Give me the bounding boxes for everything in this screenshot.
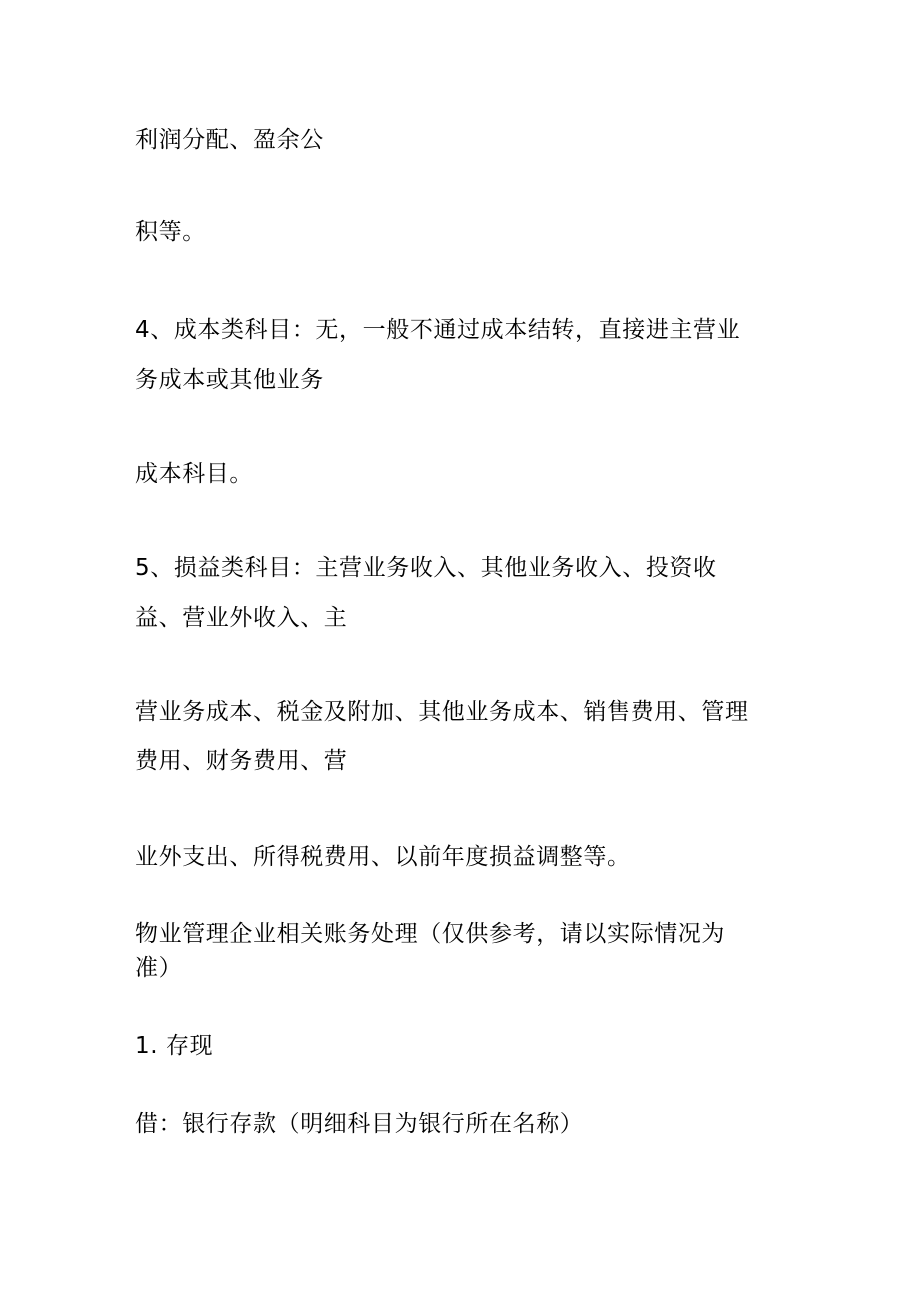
text-line: 1. 存现: [135, 1033, 214, 1059]
text-line: 积等。: [135, 219, 206, 245]
text-line: 5、损益类科目：主营业务收入、其他业务收入、投资收: [135, 555, 717, 581]
text-line: 4、成本类科目：无，一般不通过成本结转，直接进主营业: [135, 317, 741, 343]
text-line: 成本科目。: [135, 461, 253, 487]
text-line: 业外支出、所得税费用、以前年度损益调整等。: [135, 844, 631, 870]
text-line: 费用、财务费用、营: [135, 748, 348, 774]
text-line: 务成本或其他业务: [135, 367, 324, 393]
text-line: 借：银行存款（明细科目为银行所在名称）: [135, 1111, 584, 1137]
text-line: 营业务成本、税金及附加、其他业务成本、销售费用、管理: [135, 699, 749, 725]
text-line: 物业管理企业相关账务处理（仅供参考，请以实际情况为: [135, 921, 725, 947]
text-line: 益、营业外收入、主: [135, 605, 348, 631]
text-line: 利润分配、盈余公: [135, 127, 324, 153]
text-line: 准）: [135, 955, 183, 981]
